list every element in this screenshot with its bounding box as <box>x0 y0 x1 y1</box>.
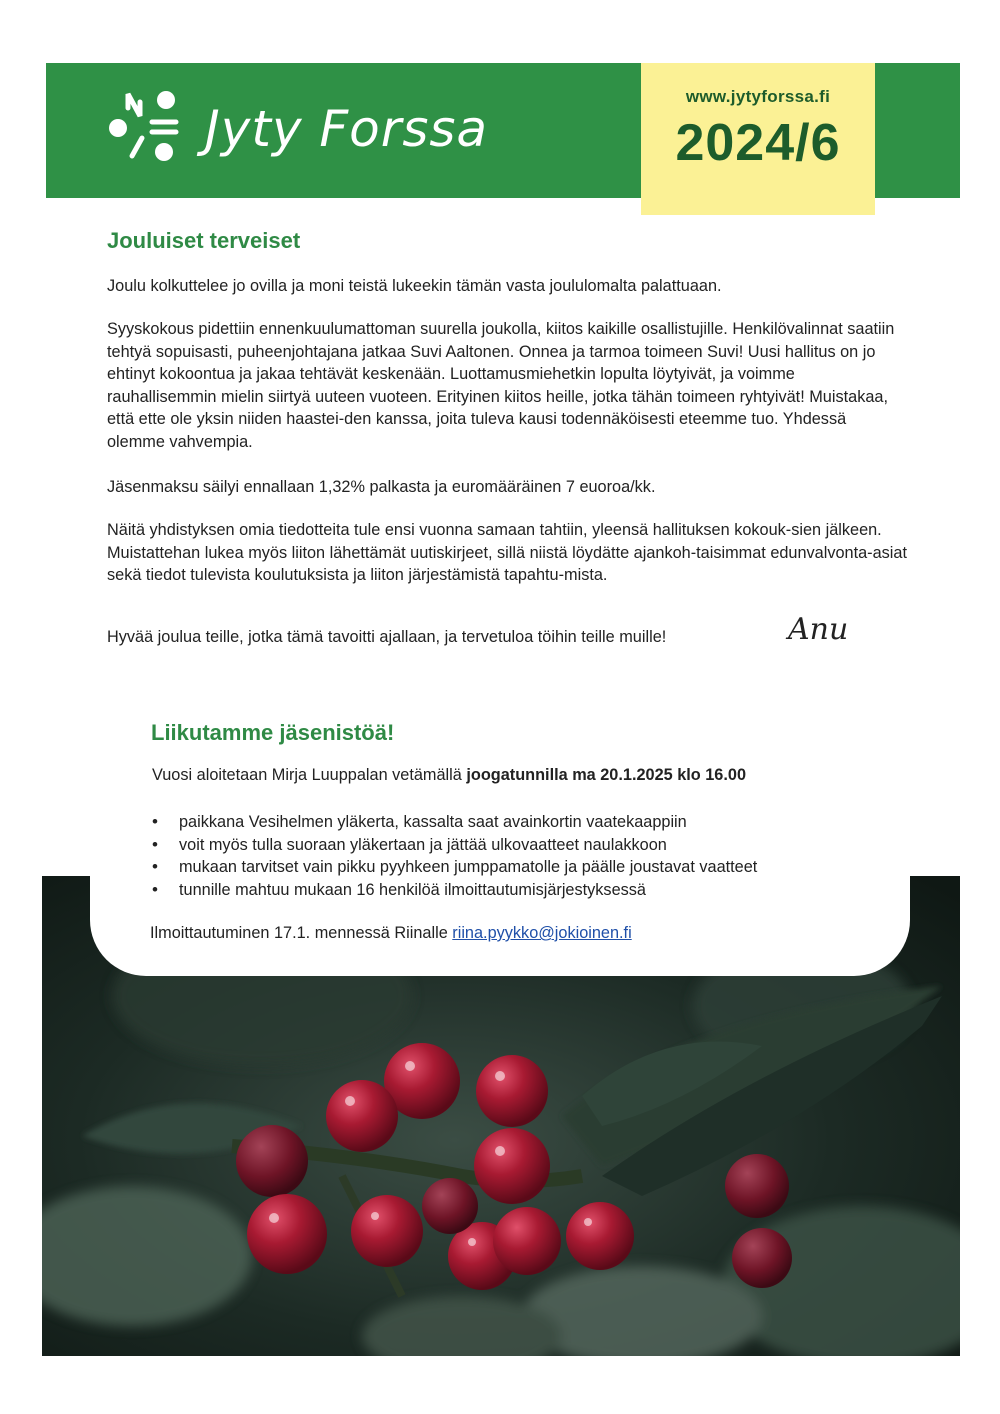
list-item: • mukaan tarvitset vain pikku pyyhkeen jumppamatolle ja päälle joustavat vaatteet <box>152 856 757 879</box>
signature: Anu <box>788 612 849 647</box>
list-item: • paikkana Vesihelmen yläkerta, kassalta saat avainkortin vaatekaappiin <box>152 811 757 834</box>
jyty-logo-icon <box>106 86 190 166</box>
event-intro <box>152 766 912 785</box>
greeting-paragraph-2: Syyskokous pidettiin ennenkuulumattoman suurella joukolla, kiitos kaikille osallistujille. Henkilövalinnat saatiin tehtyä sopuisasti, puheenjohtajana jatkaa Suvi Aaltonen. Onnea ja tarmoa toimeen Suvi! Uusi hallitus on jo ehtinyt kokoontua ja jakaa tehtävät keskenään. Luottamusmiehetkin lopulta löytyivät, ja voimme rauhallisemmin mielin siirtyä uuteen vuoteen. Erityinen kiitos heille, jotka tähän toimeen ryhtyivät! Muistakaa, että ette ole yksin niiden haastei-den kanssa, joita tuleva kausi todennäköisesti eteemme tuo. Yhdessä olemme vahvempia. <box>107 320 895 451</box>
signup-info <box>150 924 632 943</box>
event-heading: Liikutamme jäsenistöä! <box>151 720 395 745</box>
greeting-paragraph-3: Jäsenmaksu säilyi ennallaan 1,32% palkasta ja euromääräinen 7 euoroa/kk. <box>107 478 656 496</box>
list-item: • voit myös tulla suoraan yläkertaan ja jättää ulkovaatteet naulakkoon <box>152 834 757 857</box>
event-details-list <box>152 811 757 901</box>
issue-box <box>641 63 875 215</box>
greeting-paragraph-5: Hyvää joulua teille, jotka tämä tavoitti ajallaan, ja tervetuloa töihin teille muille! <box>107 628 667 646</box>
issue-number: 2024/6 <box>675 114 841 172</box>
event-intro-text: Vuosi aloitetaan Mirja Luuppalan vetämällä <box>152 766 467 784</box>
signup-email-link[interactable]: riina.pyykko@jokioinen.fi <box>452 924 632 942</box>
signup-text: Ilmoittautuminen 17.1. mennessä Riinalle <box>150 924 453 942</box>
event-datetime: joogatunnilla ma 20.1.2025 klo 16.00 <box>466 766 746 784</box>
greeting-heading: Jouluiset terveiset <box>107 228 301 253</box>
list-item: • tunnille mahtuu mukaan 16 henkilöä ilmoittautumisjärjestyksessä <box>152 879 757 902</box>
greeting-paragraph-1: Joulu kolkuttelee jo ovilla ja moni teistä lukeekin tämän vasta joululomalta palattuaan. <box>107 277 722 295</box>
website-link[interactable]: www.jytyforssa.fi <box>685 87 831 106</box>
greeting-paragraph-4: Näitä yhdistyksen omia tiedotteita tule ensi vuonna samaan tahtiin, yleensä hallituksen kokouk-sien jälkeen. Muistattehan lukea myös liiton lähettämät uutiskirjeet, sillä niistä löydätte ajankoh-taisimmat edunvalvonta-asiat sekä tiedot tulevista koulutuksista ja liiton järjestämistä tapahtu-mista. <box>107 521 907 584</box>
org-name: Jyty Forssa <box>205 100 489 158</box>
